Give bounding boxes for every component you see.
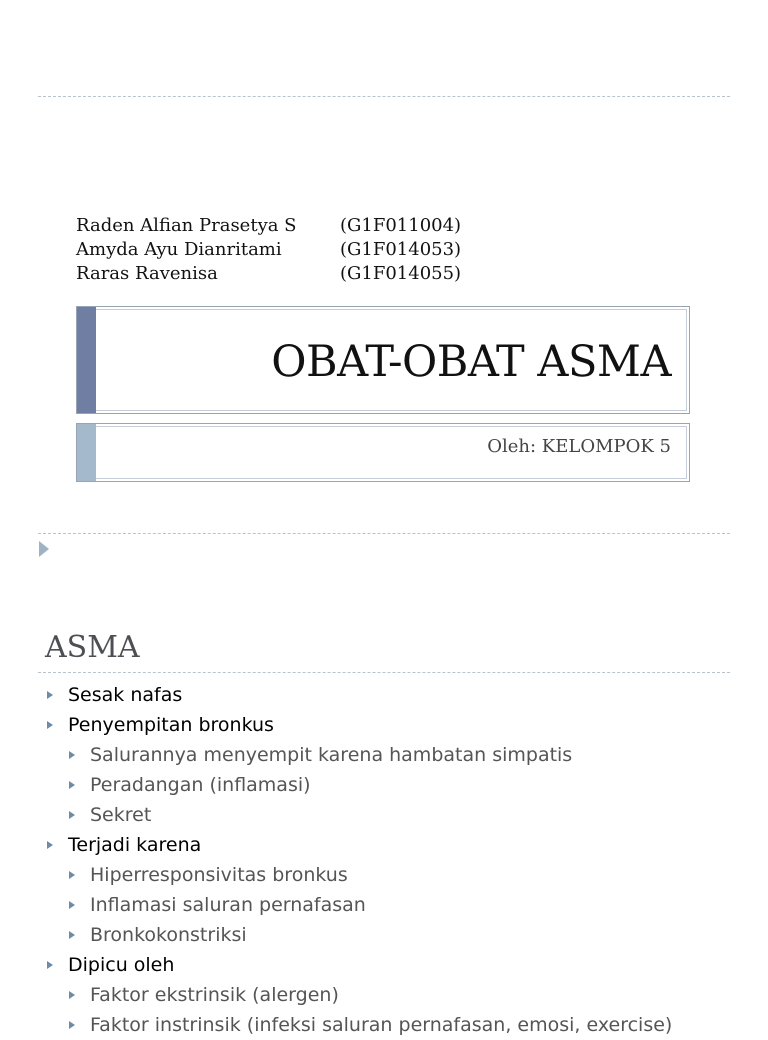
subtitle-accent-bar [77,424,96,481]
author-row [76,214,461,238]
bullet-triangle-icon [47,721,53,729]
bullet-triangle-icon [69,931,75,939]
list-item-text: Bronkokonstriksi [90,924,247,946]
author-row [76,262,461,286]
list-item-text: Inflamasi saluran pernafasan [90,894,366,916]
author-id: (G1F011004) [340,215,462,236]
list-item-text: Sesak nafas [68,684,183,706]
bullet-triangle-icon [69,901,75,909]
author-list [76,214,461,286]
list-item-text: Faktor instrinsik (infeksi saluran pernafasan, emosi, exercise) [90,1014,673,1036]
list-item-text: Hiperresponsivitas bronkus [90,864,348,886]
play-arrow-icon[interactable] [39,541,49,557]
bullet-triangle-icon [69,751,75,759]
divider-bottom [38,533,730,534]
subtitle-box [76,423,690,482]
list-item-text: Sekret [90,804,152,826]
bullet-triangle-icon [47,691,53,699]
section-divider [38,672,730,673]
author-name: Amyda Ayu Dianritami [76,239,282,260]
divider-top [38,96,730,97]
bullet-triangle-icon [69,871,75,879]
author-id: (G1F014053) [340,239,462,260]
author-row [76,238,461,262]
slide-title: OBAT-OBAT ASMA [271,337,671,387]
list-item-text: Salurannya menyempit karena hambatan simpatis [90,744,573,766]
bullet-triangle-icon [47,841,53,849]
list-item-text: Dipicu oleh [68,954,175,976]
list-item-text: Faktor ekstrinsik (alergen) [90,984,339,1006]
bullet-triangle-icon [47,961,53,969]
title-accent-bar [77,307,96,413]
title-box [76,306,690,414]
bullet-triangle-icon [69,1021,75,1029]
bullet-triangle-icon [69,781,75,789]
section-title: ASMA [45,630,140,665]
list-item-text: Terjadi karena [68,834,202,856]
bullet-triangle-icon [69,811,75,819]
list-item-text: Peradangan (inflamasi) [90,774,311,796]
author-name: Raras Ravenisa [76,263,218,284]
author-name: Raden Alfian Prasetya S [76,215,297,236]
bullet-triangle-icon [69,991,75,999]
list-item-text: Penyempitan bronkus [68,714,274,736]
author-id: (G1F014055) [340,263,462,284]
slide-subtitle: Oleh: KELOMPOK 5 [487,436,671,457]
